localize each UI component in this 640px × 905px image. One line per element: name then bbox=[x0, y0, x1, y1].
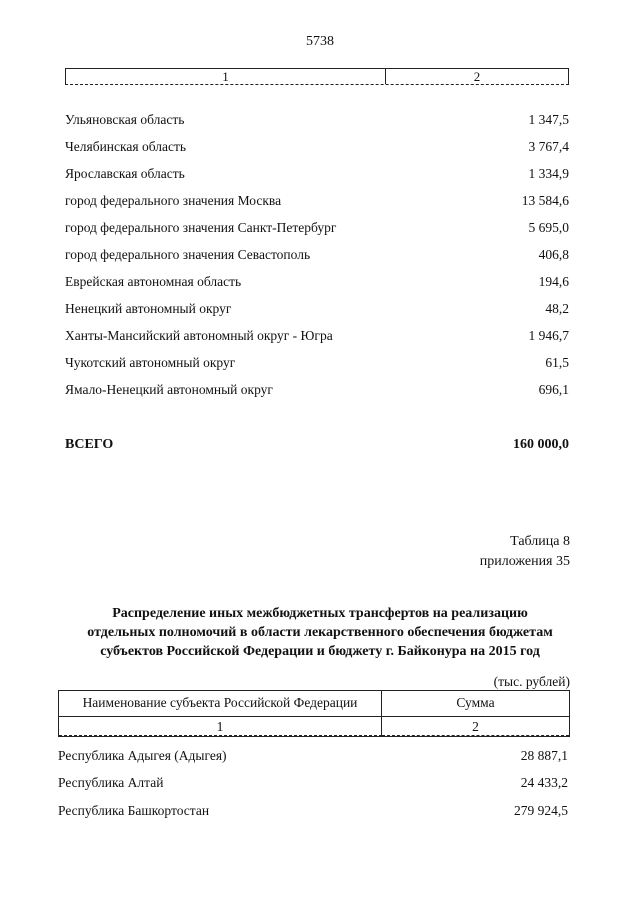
row-name: город федерального значения Севастополь bbox=[65, 247, 311, 262]
total-value: 160 000,0 bbox=[513, 437, 569, 452]
row-value: 13 584,6 bbox=[521, 193, 569, 208]
row-value: 24 433,2 bbox=[520, 775, 568, 790]
row-name: Ямало-Ненецкий автономный округ bbox=[65, 382, 273, 397]
table2-header bbox=[58, 690, 570, 737]
row-value: 1 334,9 bbox=[528, 166, 569, 181]
table1-header bbox=[65, 68, 569, 85]
table-row bbox=[65, 193, 569, 213]
header-col-number-1: 1 bbox=[59, 717, 382, 736]
table-number-label: Таблица 8 bbox=[510, 534, 570, 549]
table-row bbox=[65, 355, 569, 375]
table1-header-col2: 2 bbox=[473, 69, 481, 84]
title-line: отдельных полномочий в области лекарственного обеспечения бюджетам bbox=[87, 625, 553, 640]
row-name: Ненецкий автономный округ bbox=[65, 301, 232, 316]
table-row bbox=[65, 166, 569, 186]
total-row bbox=[65, 437, 569, 457]
row-name: Республика Адыгея (Адыгея) bbox=[58, 748, 227, 763]
row-value: 28 887,1 bbox=[520, 748, 568, 763]
table-row bbox=[65, 112, 569, 132]
row-name: Ульяновская область bbox=[65, 112, 185, 127]
row-name: Ханты-Мансийский автономный округ - Югра bbox=[65, 328, 333, 343]
table-row bbox=[65, 274, 569, 294]
total-label: ВСЕГО bbox=[65, 437, 114, 452]
row-name: Еврейская автономная область bbox=[65, 274, 242, 289]
row-name: Республика Башкортостан bbox=[58, 803, 210, 818]
table-row bbox=[65, 247, 569, 267]
appendix-label: приложения 35 bbox=[479, 554, 570, 569]
row-value: 194,6 bbox=[538, 274, 569, 289]
table-row bbox=[65, 220, 569, 240]
table-row bbox=[65, 139, 569, 159]
row-value: 406,8 bbox=[538, 247, 569, 262]
row-value: 1 347,5 bbox=[528, 112, 569, 127]
row-value: 696,1 bbox=[538, 382, 569, 397]
row-name: Чукотский автономный округ bbox=[65, 355, 236, 370]
row-value: 279 924,5 bbox=[514, 803, 568, 818]
header-subject-name: Наименование субъекта Российской Федерации bbox=[59, 691, 382, 717]
row-name: город федерального значения Санкт-Петербург bbox=[65, 220, 337, 235]
table-row bbox=[65, 301, 569, 321]
row-name: Республика Алтай bbox=[58, 775, 164, 790]
table-row bbox=[58, 775, 568, 795]
page-number: 5738 bbox=[306, 34, 334, 49]
title-line: Распределение иных межбюджетных трансфертов на реализацию bbox=[112, 606, 528, 621]
header-col-number-2: 2 bbox=[382, 717, 569, 736]
title-line: субъектов Российской Федерации и бюджету г. Байконура на 2015 год bbox=[100, 644, 540, 659]
row-value: 61,5 bbox=[545, 355, 569, 370]
row-value: 1 946,7 bbox=[528, 328, 569, 343]
row-value: 3 767,4 bbox=[528, 139, 569, 154]
table-row bbox=[58, 803, 568, 823]
units-label: (тыс. рублей) bbox=[493, 674, 570, 689]
row-value: 48,2 bbox=[545, 301, 569, 316]
table1-header-col1: 1 bbox=[66, 69, 386, 84]
table-row bbox=[65, 382, 569, 402]
row-name: Челябинская область bbox=[65, 139, 187, 154]
row-name: Ярославская область bbox=[65, 166, 185, 181]
header-sum: Сумма bbox=[382, 691, 569, 717]
table2-title bbox=[0, 604, 640, 661]
table-row bbox=[58, 748, 568, 768]
table-row bbox=[65, 328, 569, 348]
row-name: город федерального значения Москва bbox=[65, 193, 282, 208]
row-value: 5 695,0 bbox=[528, 220, 569, 235]
